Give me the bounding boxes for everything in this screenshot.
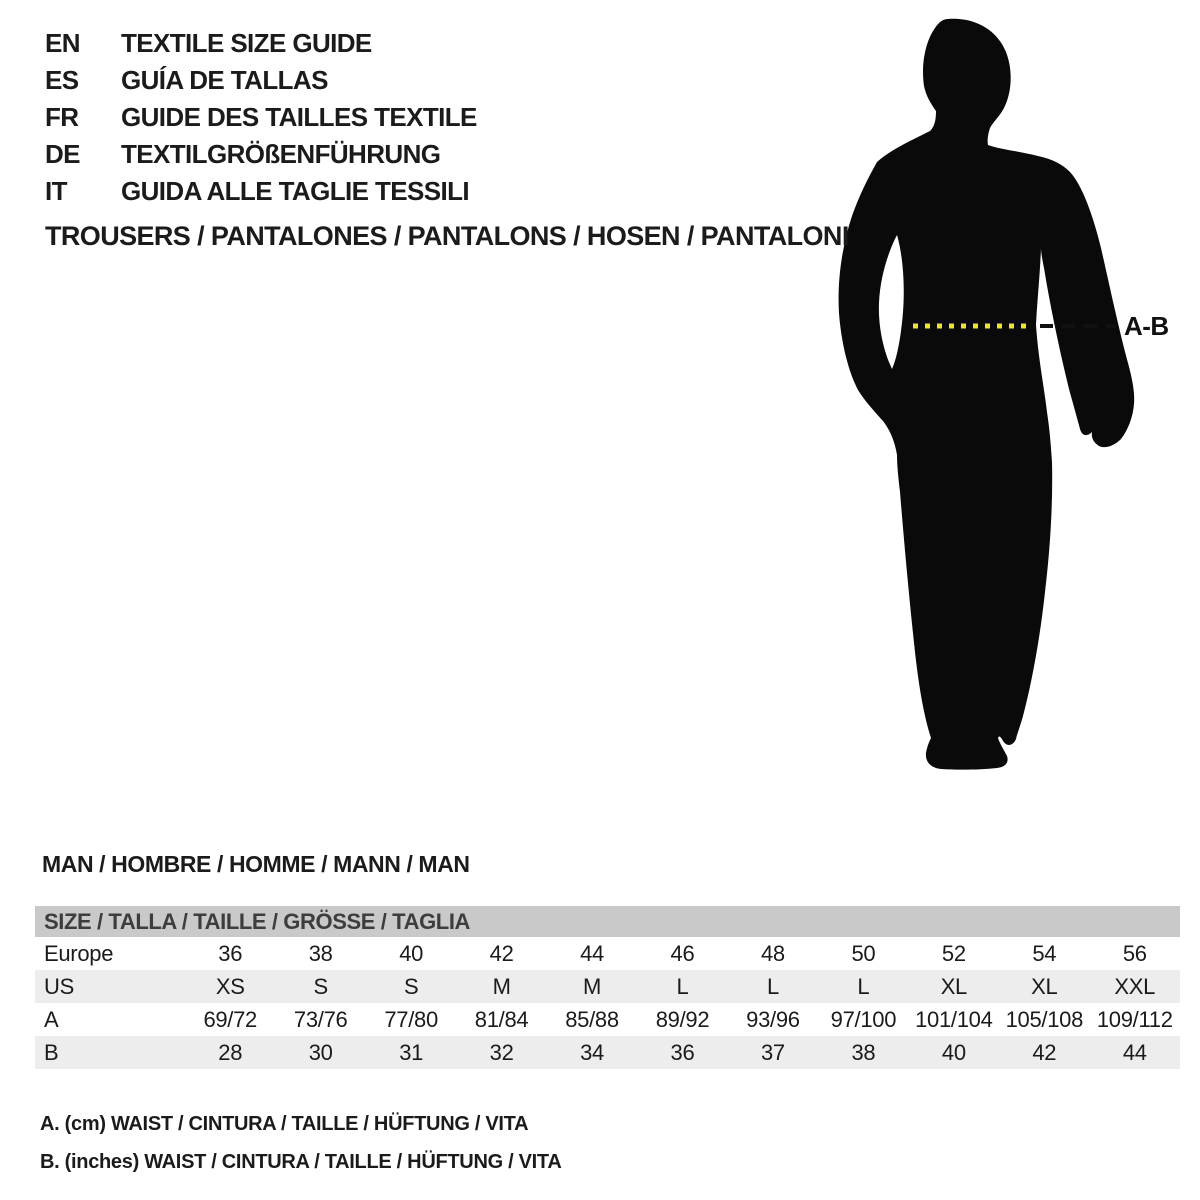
size-cell: 42 <box>489 940 514 966</box>
table-row-b-inches <box>35 1036 1180 1069</box>
size-cell: 36 <box>670 1039 695 1065</box>
size-cell: 37 <box>761 1039 785 1065</box>
table-row-us <box>35 970 1180 1003</box>
footnotes <box>40 1105 562 1181</box>
size-cell: L <box>676 973 689 999</box>
language-row <box>45 99 477 136</box>
size-cell: 44 <box>1122 1039 1147 1065</box>
size-cell: 109/112 <box>1096 1006 1173 1032</box>
language-title: GUIDE DES TAILLES TEXTILE <box>121 102 477 132</box>
category-title: TROUSERS / PANTALONES / PANTALONS / HOSEN / PANTALONI <box>45 221 849 251</box>
size-cell: 97/100 <box>830 1006 897 1032</box>
size-cell: 73/76 <box>293 1006 348 1032</box>
size-cell: L <box>766 973 779 999</box>
table-section-title: MAN / HOMBRE / HOMME / MANN / MAN <box>42 851 470 877</box>
size-cell: 30 <box>308 1039 333 1065</box>
size-cell: 56 <box>1122 940 1147 966</box>
size-cell: XL <box>1031 973 1058 999</box>
row-label: Europe <box>44 940 114 966</box>
size-table <box>35 906 1180 1069</box>
size-cell: 77/80 <box>384 1006 438 1032</box>
measurement-label: A-B <box>1124 311 1169 341</box>
language-row <box>45 25 477 62</box>
language-title: GUIDA ALLE TAGLIE TESSILI <box>121 176 470 206</box>
row-label: A <box>44 1006 59 1032</box>
table-row-a-cm <box>35 1003 1180 1036</box>
size-cell: M <box>583 973 602 999</box>
size-cell: XXL <box>1114 973 1156 999</box>
size-cell: 44 <box>580 940 604 966</box>
language-row <box>45 62 477 99</box>
size-cell: 42 <box>1032 1039 1057 1065</box>
language-row <box>45 173 477 210</box>
language-title: TEXTILGRÖßENFÜHRUNG <box>121 139 441 169</box>
language-code: IT <box>45 176 67 206</box>
size-cell: M <box>492 973 511 999</box>
row-label: US <box>44 973 74 999</box>
size-cell: 85/88 <box>565 1006 619 1032</box>
size-cell: 81/84 <box>474 1006 529 1032</box>
size-cell: 32 <box>489 1039 514 1065</box>
table-row-europe <box>35 937 1180 970</box>
size-cell: 38 <box>308 940 333 966</box>
size-cell: 36 <box>218 940 243 966</box>
footnote-a: A. (cm) WAIST / CINTURA / TAILLE / HÜFTUNG / VITA <box>40 1113 529 1135</box>
size-cell: S <box>313 973 328 999</box>
size-cell: 28 <box>218 1039 243 1065</box>
size-cell: L <box>857 973 870 999</box>
size-cell: 52 <box>941 940 966 966</box>
size-cell: 40 <box>941 1039 966 1065</box>
language-code: DE <box>45 139 80 169</box>
size-cell: 93/96 <box>746 1006 800 1032</box>
size-cell: 46 <box>670 940 695 966</box>
language-title: TEXTILE SIZE GUIDE <box>121 28 372 58</box>
size-cell: 89/92 <box>655 1006 710 1032</box>
size-cell: XL <box>940 973 967 999</box>
language-title: GUÍA DE TALLAS <box>121 65 328 95</box>
size-cell: XS <box>215 973 245 999</box>
language-code: ES <box>45 65 79 95</box>
language-code: FR <box>45 102 79 132</box>
size-cell: 40 <box>399 940 424 966</box>
size-cell: 34 <box>580 1039 604 1065</box>
size-cell: 50 <box>851 940 876 966</box>
footnote-b: B. (inches) WAIST / CINTURA / TAILLE / HÜFTUNG / VITA <box>40 1151 562 1173</box>
size-cell: 54 <box>1032 940 1057 966</box>
size-cell: 101/104 <box>915 1006 993 1032</box>
man-silhouette <box>839 19 1135 770</box>
size-cell: 38 <box>851 1039 876 1065</box>
row-label: B <box>44 1039 59 1065</box>
size-cell: 105/108 <box>1005 1006 1084 1032</box>
language-row <box>45 136 477 173</box>
size-cell: 69/72 <box>203 1006 257 1032</box>
size-table-header: SIZE / TALLA / TAILLE / GRÖSSE / TAGLIA <box>35 906 1180 937</box>
size-cell: 48 <box>761 940 785 966</box>
language-list <box>45 25 477 210</box>
size-cell: S <box>403 973 419 999</box>
size-cell: 31 <box>399 1039 424 1065</box>
language-code: EN <box>45 28 80 58</box>
